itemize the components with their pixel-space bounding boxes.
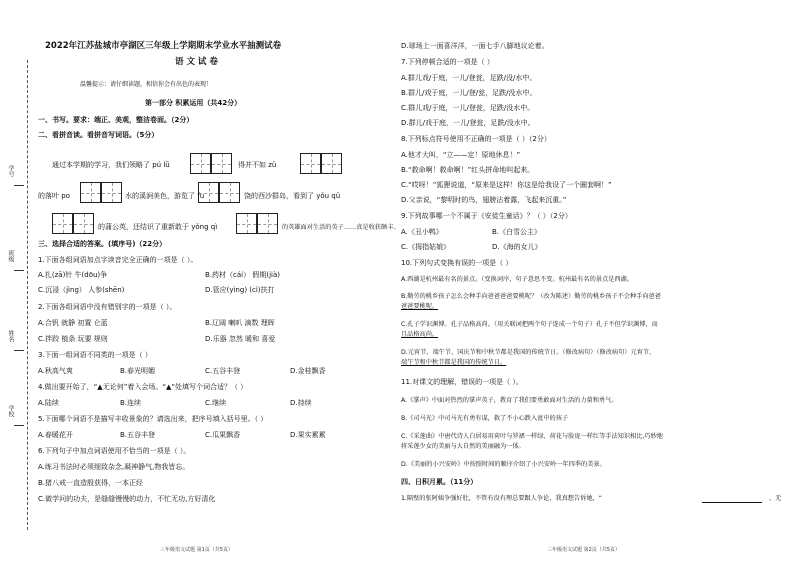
option-9b[interactable]: B.《白雪公主》 bbox=[492, 228, 542, 236]
question-9: 9.下列故事哪一个不属于《安徒生童话》？（ ）（2分） bbox=[401, 212, 572, 220]
question-10: 10.下列句式变换有误的一项是（ ） bbox=[401, 259, 513, 267]
option-10c-cont: 且品格高尚。 bbox=[401, 331, 439, 338]
margin-label-name: 姓名 bbox=[7, 330, 14, 342]
part-title: 第一部分 积累运用（共42分） bbox=[145, 99, 242, 107]
exam-subject: 语 文 试 卷 bbox=[175, 57, 218, 67]
tianzige-box[interactable] bbox=[101, 182, 122, 203]
option-1d[interactable]: D.管应(yìng) (cì)扶打 bbox=[205, 286, 275, 294]
option-4a[interactable]: A.陆续 bbox=[38, 399, 59, 407]
option-10d-cont: 端午节和中秋节都是我国的传统节日。 bbox=[401, 359, 507, 366]
binding-line bbox=[27, 60, 28, 530]
pinyin-line-2b: 水的溪涧美色，游览了 fu bbox=[125, 192, 205, 200]
margin-blank bbox=[14, 350, 24, 351]
option-11c[interactable]: C.《采莲曲》中唐代诗人白居易用荷叶与罗裙一样绿、荷花与脸庞一样红等手法知识相比,巧妙地 bbox=[401, 433, 663, 440]
exam-title: 2022年江苏盐城市亭湖区三年级上学期期末学业水平抽测试卷 bbox=[45, 41, 282, 51]
tianzige-box[interactable] bbox=[190, 153, 211, 174]
page-footer-2: 三年级语文试题 第2页（共5页） bbox=[547, 547, 620, 553]
option-6a[interactable]: A.练习书法时必须细致杂念,凝神静气,物我皆忘。 bbox=[38, 463, 190, 471]
option-7b[interactable]: B.群儿/戏于庭，一儿/登/瓮，足跌/没水中。 bbox=[401, 89, 537, 97]
option-7c[interactable]: C.群儿戏/于庭，一儿/登瓮，足跌/没水中。 bbox=[401, 104, 535, 112]
option-7d[interactable]: D.群儿/戏于庭，一儿/登瓮，足跌/没水中。 bbox=[401, 119, 535, 127]
question-5: 5.下面哪个词语不是描写丰收景象的？请选出来，把序号填入括号里。（ ） bbox=[38, 415, 268, 423]
option-1b[interactable]: B.药材（cái） 假期(jià) bbox=[205, 271, 280, 279]
pinyin-line-2c: 饶的西沙群岛，看到了 yǒu qǔ bbox=[244, 192, 341, 200]
option-9d[interactable]: D.《海的女儿》 bbox=[492, 243, 542, 251]
tianzige-box[interactable] bbox=[219, 182, 240, 203]
option-11b[interactable]: B.《司马光》中司马光有勇有谋，救了不小心跌入瓮中的孩子 bbox=[401, 415, 569, 422]
option-10b[interactable]: B.勤劳的桃乡孩子怎么会种手向爸爸爸爸要桃呢？（改为陈述）勤劳的桃乡孩子不会种手向爸爸 bbox=[401, 293, 661, 300]
tianzige-box[interactable] bbox=[211, 153, 232, 174]
option-2c[interactable]: C.拌跤 植条 玩要 规则 bbox=[38, 335, 108, 343]
option-2d[interactable]: D.乐器 忽然 暖和 喜爱 bbox=[205, 335, 276, 343]
margin-blank bbox=[14, 425, 24, 426]
option-3c[interactable]: C.五谷丰登 bbox=[205, 367, 241, 375]
margin-label-id: 学号 bbox=[7, 165, 14, 177]
option-9a[interactable]: A.《丑小鸭》 bbox=[401, 228, 443, 236]
option-11a[interactable]: A.《掌声》中面对热烈的掌声英子，教育了我们要勇敢面对生活的力量和勇气。 bbox=[401, 397, 618, 404]
option-9c[interactable]: C.《拇指姑娘》 bbox=[401, 243, 451, 251]
s4-question-1: 1.隔壁的张阿姨争强好肚，不管有没有理总要跟人争论，我真想告诉她，“ bbox=[401, 495, 602, 502]
section-1: 一、书写。要求：端正、美观，整洁卷面。（2分） bbox=[38, 116, 194, 124]
tianzige-box[interactable] bbox=[52, 213, 73, 234]
option-6c[interactable]: C.做学问的功夫，是缝缝慢慢的动力，不忙无功,方好清化 bbox=[38, 495, 216, 503]
question-2: 2.下面各组词语中没有错别字的一项是（ ）。 bbox=[38, 303, 177, 311]
section-2: 二、看拼音读。看拼音写词语。（5分） bbox=[38, 131, 159, 139]
margin-label-school: 学校 bbox=[7, 405, 14, 417]
option-4b[interactable]: B.连续 bbox=[120, 399, 142, 407]
option-5c[interactable]: C.瓜果飘香 bbox=[205, 431, 241, 439]
pinyin-line-2a: 的落叶 po bbox=[38, 192, 70, 200]
tianzige-box[interactable] bbox=[198, 182, 219, 203]
option-5b[interactable]: B.五谷丰登 bbox=[120, 431, 156, 439]
pinyin-line-3a: 的蒲公英，还结识了重新敢于 yǒng qì bbox=[98, 223, 218, 231]
option-4c[interactable]: C.继续 bbox=[205, 399, 227, 407]
option-8b[interactable]: B.“救命啊！救命啊！”红头拼命地叫起来。 bbox=[401, 166, 535, 174]
pinyin-line-1a: 通过本学期的学习，我们领略了 pú lǜ bbox=[52, 161, 170, 169]
question-8: 8.下列标点符号使用不正确的一项是（ ）（2分） bbox=[401, 135, 551, 143]
option-8d[interactable]: D.父亲说，“黎明时的鸟，翅膀沾着露，飞起来沉重。” bbox=[401, 196, 567, 204]
option-3a[interactable]: A.秋高气爽 bbox=[38, 367, 73, 375]
option-6b[interactable]: B.猪八戒一直造殷获得，一本正经 bbox=[38, 479, 144, 487]
option-7a[interactable]: A.群儿戏/于庭，一儿/登瓮，足跌/没/水中。 bbox=[401, 74, 537, 82]
answer-blank[interactable] bbox=[702, 494, 762, 503]
question-4: 4.做出要开始了，“▲无论何”着入会场。“▲”处填写个词合适？（ ） bbox=[38, 383, 248, 391]
option-2b[interactable]: B.辽阔 喇叭 滴数 理晖 bbox=[205, 319, 275, 327]
option-10a[interactable]: A.西湖是杭州最有名的景点。（变换词序，句子意思不变。杭州最有名的景点是西湖。 bbox=[401, 276, 633, 283]
tianzige-box[interactable] bbox=[80, 182, 101, 203]
option-10b-cont: 爸爸要桃呢。 bbox=[401, 303, 439, 310]
section-3: 三、选择合适的答案。(填序号)（22分） bbox=[38, 240, 167, 248]
option-5d[interactable]: D.果实累累 bbox=[290, 431, 326, 439]
s4-question-1-cont: ，无 bbox=[769, 495, 782, 502]
tianzige-box[interactable] bbox=[73, 213, 94, 234]
option-11d[interactable]: D.《美丽的小兴安岭》中按照时间的顺序介绍了小兴安岭一年四季的美景。 bbox=[401, 461, 606, 468]
right-page bbox=[397, 0, 794, 561]
tianzige-box[interactable] bbox=[236, 213, 257, 234]
pinyin-line-1b: 得并不如 zǔ bbox=[238, 161, 277, 169]
option-4d[interactable]: D.持续 bbox=[290, 399, 312, 407]
margin-blank bbox=[14, 270, 24, 271]
pinyin-line-3b: 的英雄面对生活的英子……真是收获颇丰。 bbox=[282, 224, 400, 231]
option-8c[interactable]: C.“哎呀！”狐狸说道，“原来是这样！你这是给我设了一个圈套啊！” bbox=[401, 181, 612, 189]
tianzige-box[interactable] bbox=[257, 213, 278, 234]
option-11c-cont: 将采莲少女的美丽与大自然的美丽融为一体。 bbox=[401, 443, 525, 450]
option-10d[interactable]: D.元宵节、端午节、国庆节和中秋节都是我国的传统节日。（修改病句）（修改病句）元宵节、 bbox=[401, 349, 656, 356]
question-7: 7.下列停顿合适的一项是（ ） bbox=[401, 58, 494, 66]
option-3b[interactable]: B.春光明媚 bbox=[120, 367, 156, 375]
margin-label-class: 班级 bbox=[7, 250, 14, 262]
question-3: 3.下面一组词语不同类的一项是（ ） bbox=[38, 351, 152, 359]
option-2a[interactable]: A.合钒 就静 初置 仑蓝 bbox=[38, 319, 108, 327]
question-11: 11.对课文的理解，错误的一项是（ ）。 bbox=[401, 378, 523, 386]
option-6d[interactable]: D.球场上一面喜洋洋，一面七手八脚地议论着。 bbox=[401, 42, 549, 50]
page-footer-1: 三年级语文试题 第1页（共5页） bbox=[160, 547, 233, 553]
option-10c[interactable]: C.孔子学识渊博。孔子品格高尚。（用关联词把两个句子连成一个句子）孔子不但学识渊博，而 bbox=[401, 321, 658, 328]
margin-blank bbox=[14, 185, 24, 186]
option-3d[interactable]: D.金桂飘香 bbox=[290, 367, 326, 375]
option-5a[interactable]: A.春暖花开 bbox=[38, 431, 73, 439]
tianzige-box[interactable] bbox=[300, 153, 321, 174]
option-1c[interactable]: C.沉浸（jìng） 人参(shēn) bbox=[38, 286, 125, 294]
tip-text: 温馨提示：请仔细读题，相信你会有出色的表现！ bbox=[80, 81, 213, 88]
section-4: 四、日积月累。（11分） bbox=[401, 478, 478, 486]
option-8a[interactable]: A.他才大叫，“立——定！原地休息！” bbox=[401, 151, 521, 159]
tianzige-box[interactable] bbox=[321, 153, 342, 174]
question-1: 1.下面各组词语加点字读音完全正确的一项是（ ）。 bbox=[38, 256, 198, 264]
question-6: 6.下列句子中加点词语使用不恰当的一项是（ ）。 bbox=[38, 447, 191, 455]
option-1a[interactable]: A.扎(zā)针 牛(dōu)争 bbox=[38, 271, 108, 279]
